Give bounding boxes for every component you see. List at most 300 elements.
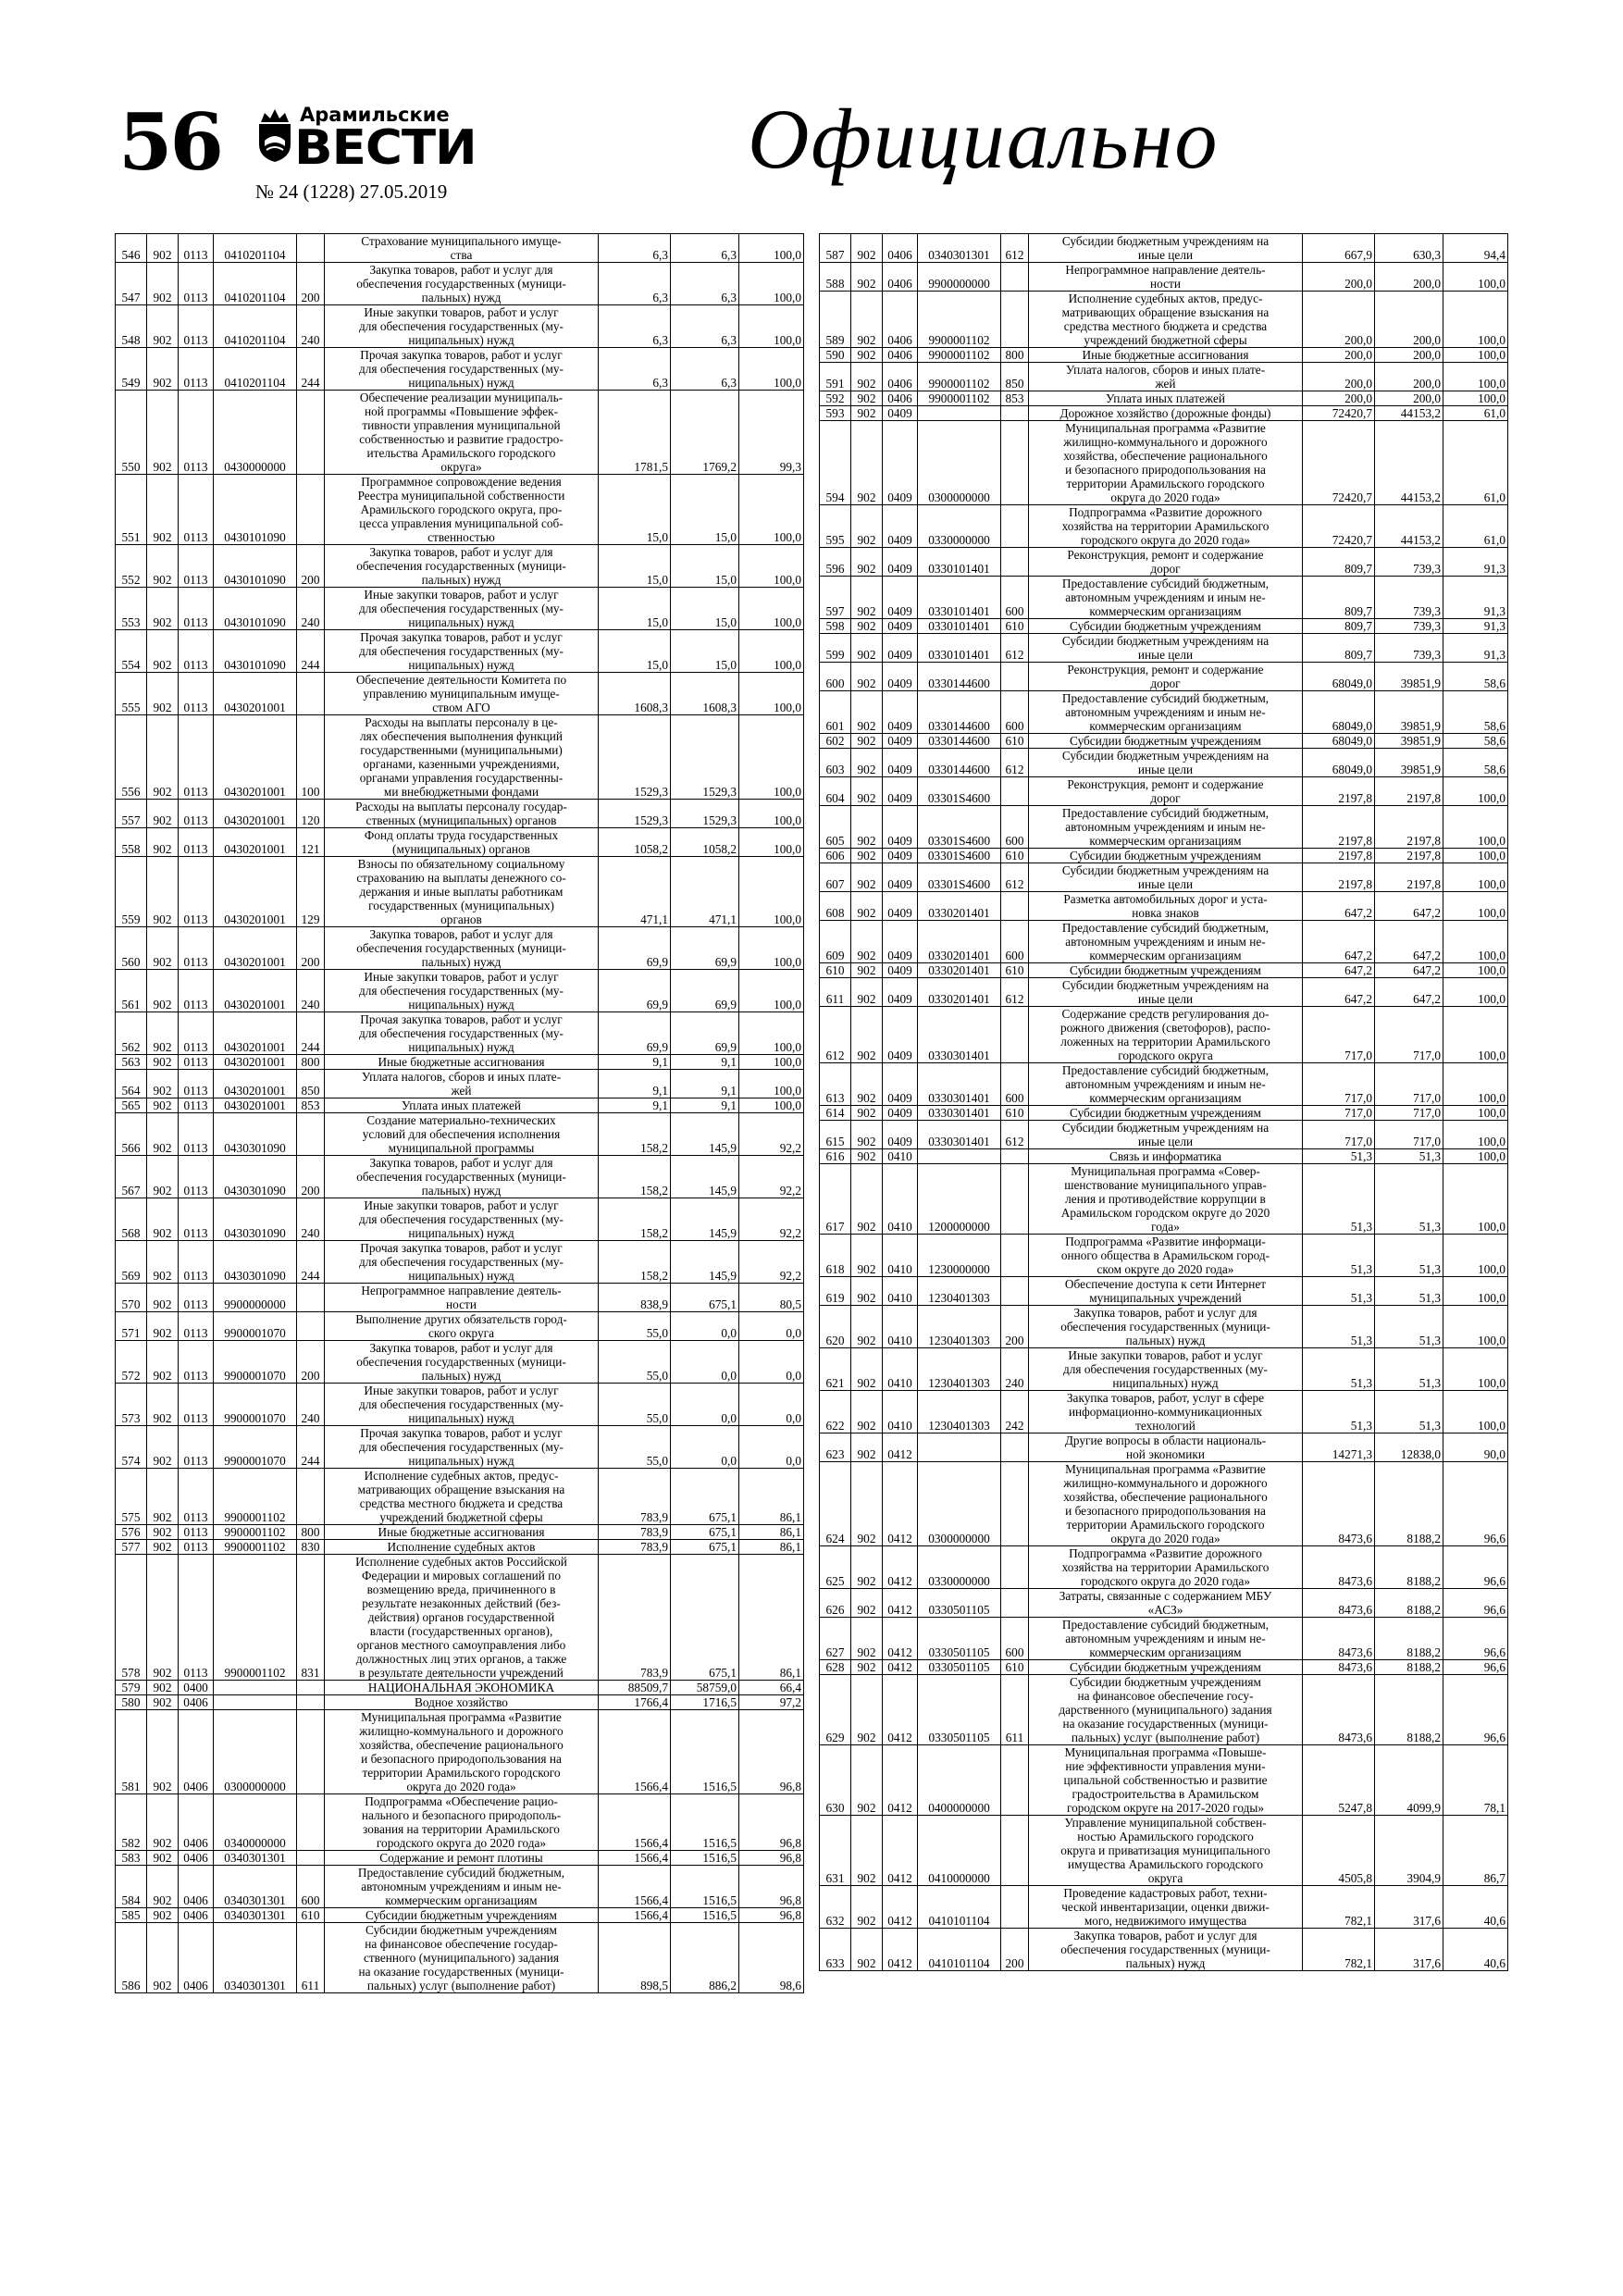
section-code-cell: 0409 bbox=[883, 421, 918, 505]
description-cell: Обеспечение деятельности Комитета по управлению муниципальным имуще- ством АГО bbox=[325, 673, 599, 715]
planned-amount-cell: 783,9 bbox=[599, 1540, 671, 1555]
row-number-cell: 591 bbox=[820, 363, 851, 391]
expense-type-cell bbox=[1001, 777, 1029, 806]
planned-amount-cell: 158,2 bbox=[599, 1156, 671, 1198]
planned-amount-cell: 1566,4 bbox=[599, 1710, 671, 1794]
row-number-cell: 613 bbox=[820, 1063, 851, 1106]
ministry-code-cell: 902 bbox=[851, 1149, 883, 1164]
target-article-cell: 9900001070 bbox=[214, 1426, 297, 1469]
percent-cell: 100,0 bbox=[739, 970, 804, 1012]
percent-cell: 78,1 bbox=[1443, 1745, 1508, 1816]
planned-amount-cell: 6,3 bbox=[599, 263, 671, 305]
ministry-code-cell: 902 bbox=[147, 1540, 179, 1555]
target-article-cell: 03301S4600 bbox=[918, 806, 1001, 849]
expense-type-cell: 121 bbox=[297, 828, 325, 857]
right-column bbox=[819, 233, 1508, 1971]
table-row bbox=[116, 1070, 804, 1098]
target-article-cell: 0330301401 bbox=[918, 1106, 1001, 1121]
percent-cell: 94,4 bbox=[1443, 234, 1508, 263]
row-number-cell: 562 bbox=[116, 1012, 147, 1055]
planned-amount-cell: 9,1 bbox=[599, 1098, 671, 1113]
planned-amount-cell: 68049,0 bbox=[1303, 663, 1375, 691]
row-number-cell: 594 bbox=[820, 421, 851, 505]
planned-amount-cell: 1608,3 bbox=[599, 673, 671, 715]
row-number-cell: 559 bbox=[116, 857, 147, 927]
expense-type-cell bbox=[297, 1710, 325, 1794]
expense-type-cell: 600 bbox=[1001, 1618, 1029, 1660]
ministry-code-cell: 902 bbox=[147, 1555, 179, 1681]
percent-cell: 66,4 bbox=[739, 1681, 804, 1695]
row-number-cell: 605 bbox=[820, 806, 851, 849]
planned-amount-cell: 717,0 bbox=[1303, 1121, 1375, 1149]
ministry-code-cell: 902 bbox=[147, 1469, 179, 1525]
issue-info: № 24 (1228) 27.05.2019 bbox=[255, 180, 448, 203]
table-row bbox=[820, 234, 1508, 263]
percent-cell: 96,6 bbox=[1443, 1546, 1508, 1589]
percent-cell: 40,6 bbox=[1443, 1886, 1508, 1929]
planned-amount-cell: 51,3 bbox=[1303, 1348, 1375, 1391]
target-article-cell: 9900001070 bbox=[214, 1341, 297, 1384]
description-cell: Закупка товаров, работ и услуг для обеспечения государственных (муници- пальных) нужд bbox=[1029, 1929, 1303, 1971]
ministry-code-cell: 902 bbox=[851, 1121, 883, 1149]
row-number-cell: 580 bbox=[116, 1695, 147, 1710]
table-row bbox=[116, 1384, 804, 1426]
actual-amount-cell: 200,0 bbox=[1375, 292, 1443, 348]
section-code-cell: 0113 bbox=[179, 588, 214, 630]
actual-amount-cell: 15,0 bbox=[671, 630, 739, 673]
row-number-cell: 567 bbox=[116, 1156, 147, 1198]
description-cell: Подпрограмма «Развитие информаци- онного общества в Арамильском город- ском округе до 2020 года» bbox=[1029, 1235, 1303, 1277]
percent-cell: 0,0 bbox=[739, 1384, 804, 1426]
ministry-code-cell: 902 bbox=[851, 1433, 883, 1462]
description-cell: Субсидии бюджетным учреждениям на иные цели bbox=[1029, 634, 1303, 663]
target-article-cell: 0410201104 bbox=[214, 348, 297, 391]
target-article-cell: 0430201001 bbox=[214, 715, 297, 800]
actual-amount-cell: 717,0 bbox=[1375, 1106, 1443, 1121]
expense-type-cell bbox=[297, 1794, 325, 1851]
actual-amount-cell: 51,3 bbox=[1375, 1235, 1443, 1277]
description-cell: Иные закупки товаров, работ и услуг для обеспечения государственных (му- ниципальных) нужд bbox=[325, 1384, 599, 1426]
actual-amount-cell: 39851,9 bbox=[1375, 691, 1443, 734]
section-code-cell: 0409 bbox=[883, 1007, 918, 1063]
description-cell: Муниципальная программа «Повыше- ние эффективности управления муни- ципальной собственностью и развитие градостроительства в Арамильском городском округе на 2017-2020 годы» bbox=[1029, 1745, 1303, 1816]
description-cell: Субсидии бюджетным учреждениям bbox=[325, 1908, 599, 1923]
section-code-cell: 0406 bbox=[883, 292, 918, 348]
percent-cell: 100,0 bbox=[739, 234, 804, 263]
target-article-cell: 9900000000 bbox=[214, 1284, 297, 1312]
ministry-code-cell: 902 bbox=[851, 1462, 883, 1546]
row-number-cell: 628 bbox=[820, 1660, 851, 1675]
section-code-cell: 0409 bbox=[883, 634, 918, 663]
description-cell: Субсидии бюджетным учреждениям на финансовое обеспечение государ- ственного (муниципального) задания на оказание государственных (муници- пальных) услуг (выполнение работ) bbox=[325, 1923, 599, 1993]
planned-amount-cell: 15,0 bbox=[599, 630, 671, 673]
actual-amount-cell: 69,9 bbox=[671, 1012, 739, 1055]
row-number-cell: 633 bbox=[820, 1929, 851, 1971]
ministry-code-cell: 902 bbox=[851, 1886, 883, 1929]
description-cell: Иные закупки товаров, работ и услуг для обеспечения государственных (му- ниципальных) нужд bbox=[325, 305, 599, 348]
actual-amount-cell: 1608,3 bbox=[671, 673, 739, 715]
table-row bbox=[820, 777, 1508, 806]
ministry-code-cell: 902 bbox=[147, 800, 179, 828]
percent-cell: 100,0 bbox=[1443, 806, 1508, 849]
actual-amount-cell: 630,3 bbox=[1375, 234, 1443, 263]
section-code-cell: 0113 bbox=[179, 545, 214, 588]
target-article-cell: 0430201001 bbox=[214, 927, 297, 970]
table-row bbox=[820, 734, 1508, 749]
expense-type-cell bbox=[297, 391, 325, 475]
planned-amount-cell: 6,3 bbox=[599, 348, 671, 391]
row-number-cell: 586 bbox=[116, 1923, 147, 1993]
table-row bbox=[116, 673, 804, 715]
expense-type-cell bbox=[297, 1851, 325, 1866]
table-row bbox=[820, 421, 1508, 505]
section-code-cell: 0409 bbox=[883, 734, 918, 749]
ministry-code-cell: 902 bbox=[147, 305, 179, 348]
ministry-code-cell: 902 bbox=[147, 545, 179, 588]
ministry-code-cell: 902 bbox=[147, 348, 179, 391]
target-article-cell: 0330144600 bbox=[918, 734, 1001, 749]
table-row bbox=[116, 263, 804, 305]
row-number-cell: 598 bbox=[820, 619, 851, 634]
actual-amount-cell: 675,1 bbox=[671, 1555, 739, 1681]
row-number-cell: 595 bbox=[820, 505, 851, 548]
ministry-code-cell: 902 bbox=[147, 391, 179, 475]
table-row bbox=[820, 1675, 1508, 1745]
planned-amount-cell: 15,0 bbox=[599, 545, 671, 588]
section-code-cell: 0406 bbox=[883, 263, 918, 292]
section-code-cell: 0113 bbox=[179, 673, 214, 715]
planned-amount-cell: 471,1 bbox=[599, 857, 671, 927]
target-article-cell: 0330201401 bbox=[918, 892, 1001, 921]
expense-type-cell: 610 bbox=[1001, 619, 1029, 634]
actual-amount-cell: 145,9 bbox=[671, 1241, 739, 1284]
section-code-cell: 0410 bbox=[883, 1164, 918, 1235]
actual-amount-cell: 647,2 bbox=[1375, 963, 1443, 978]
description-cell: Исполнение судебных актов, предус- матривающих обращение взыскания на средства местного бюджета и средства учреждений бюджетной сферы bbox=[1029, 292, 1303, 348]
expense-type-cell bbox=[297, 1113, 325, 1156]
ministry-code-cell: 902 bbox=[147, 1851, 179, 1866]
actual-amount-cell: 675,1 bbox=[671, 1525, 739, 1540]
ministry-code-cell: 902 bbox=[147, 1794, 179, 1851]
row-number-cell: 612 bbox=[820, 1007, 851, 1063]
percent-cell: 0,0 bbox=[739, 1312, 804, 1341]
section-code-cell: 0412 bbox=[883, 1433, 918, 1462]
actual-amount-cell: 1769,2 bbox=[671, 391, 739, 475]
planned-amount-cell: 51,3 bbox=[1303, 1306, 1375, 1348]
expense-type-cell: 610 bbox=[1001, 1106, 1029, 1121]
planned-amount-cell: 2197,8 bbox=[1303, 806, 1375, 849]
section-code-cell: 0412 bbox=[883, 1886, 918, 1929]
section-code-cell: 0113 bbox=[179, 1469, 214, 1525]
percent-cell: 96,8 bbox=[739, 1866, 804, 1908]
actual-amount-cell: 1058,2 bbox=[671, 828, 739, 857]
section-code-cell: 0406 bbox=[179, 1866, 214, 1908]
table-row bbox=[116, 348, 804, 391]
table-row bbox=[116, 1540, 804, 1555]
table-row bbox=[820, 619, 1508, 634]
target-article-cell: 0340301301 bbox=[214, 1851, 297, 1866]
expense-type-cell bbox=[297, 1695, 325, 1710]
actual-amount-cell: 2197,8 bbox=[1375, 777, 1443, 806]
row-number-cell: 564 bbox=[116, 1070, 147, 1098]
table-row bbox=[820, 634, 1508, 663]
planned-amount-cell: 717,0 bbox=[1303, 1063, 1375, 1106]
section-code-cell: 0113 bbox=[179, 305, 214, 348]
ministry-code-cell: 902 bbox=[147, 715, 179, 800]
expense-type-cell: 200 bbox=[297, 1341, 325, 1384]
planned-amount-cell: 8473,6 bbox=[1303, 1546, 1375, 1589]
ministry-code-cell: 902 bbox=[147, 1426, 179, 1469]
description-cell: Уплата иных платежей bbox=[325, 1098, 599, 1113]
description-cell: Субсидии бюджетным учреждениям на иные цели bbox=[1029, 1121, 1303, 1149]
table-row bbox=[116, 630, 804, 673]
percent-cell: 80,5 bbox=[739, 1284, 804, 1312]
planned-amount-cell: 68049,0 bbox=[1303, 691, 1375, 734]
ministry-code-cell: 902 bbox=[851, 1546, 883, 1589]
row-number-cell: 618 bbox=[820, 1235, 851, 1277]
percent-cell: 61,0 bbox=[1443, 505, 1508, 548]
planned-amount-cell: 667,9 bbox=[1303, 234, 1375, 263]
percent-cell: 100,0 bbox=[1443, 1106, 1508, 1121]
planned-amount-cell: 55,0 bbox=[599, 1312, 671, 1341]
ministry-code-cell: 902 bbox=[147, 1012, 179, 1055]
section-code-cell: 0113 bbox=[179, 1113, 214, 1156]
ministry-code-cell: 902 bbox=[147, 1098, 179, 1113]
row-number-cell: 573 bbox=[116, 1384, 147, 1426]
row-number-cell: 590 bbox=[820, 348, 851, 363]
row-number-cell: 629 bbox=[820, 1675, 851, 1745]
target-article-cell: 0400000000 bbox=[918, 1745, 1001, 1816]
planned-amount-cell: 8473,6 bbox=[1303, 1675, 1375, 1745]
actual-amount-cell: 0,0 bbox=[671, 1341, 739, 1384]
target-article-cell: 0330144600 bbox=[918, 749, 1001, 777]
section-code-cell: 0410 bbox=[883, 1306, 918, 1348]
target-article-cell: 0330101401 bbox=[918, 548, 1001, 577]
description-cell: Закупка товаров, работ и услуг для обеспечения государственных (муници- пальных) нужд bbox=[325, 545, 599, 588]
percent-cell: 92,2 bbox=[739, 1241, 804, 1284]
actual-amount-cell: 145,9 bbox=[671, 1113, 739, 1156]
row-number-cell: 563 bbox=[116, 1055, 147, 1070]
table-row bbox=[820, 292, 1508, 348]
expense-type-cell: 853 bbox=[297, 1098, 325, 1113]
actual-amount-cell: 51,3 bbox=[1375, 1164, 1443, 1235]
table-row bbox=[116, 1156, 804, 1198]
actual-amount-cell: 15,0 bbox=[671, 475, 739, 545]
actual-amount-cell: 58759,0 bbox=[671, 1681, 739, 1695]
planned-amount-cell: 72420,7 bbox=[1303, 406, 1375, 421]
planned-amount-cell: 15,0 bbox=[599, 588, 671, 630]
section-code-cell: 0113 bbox=[179, 1198, 214, 1241]
target-article-cell: 0430201001 bbox=[214, 1012, 297, 1055]
row-number-cell: 609 bbox=[820, 921, 851, 963]
target-article-cell: 1230401303 bbox=[918, 1348, 1001, 1391]
section-code-cell: 0410 bbox=[883, 1235, 918, 1277]
row-number-cell: 550 bbox=[116, 391, 147, 475]
description-cell: Прочая закупка товаров, работ и услуг для обеспечения государственных (му- ниципальных) нужд bbox=[325, 1426, 599, 1469]
row-number-cell: 604 bbox=[820, 777, 851, 806]
description-cell: Подпрограмма «Развитие дорожного хозяйства на территории Арамильского городского округа до 2020 года» bbox=[1029, 1546, 1303, 1589]
target-article-cell: 0430101090 bbox=[214, 630, 297, 673]
expense-type-cell bbox=[1001, 548, 1029, 577]
target-article-cell: 0430201001 bbox=[214, 857, 297, 927]
percent-cell: 96,6 bbox=[1443, 1462, 1508, 1546]
expense-type-cell: 611 bbox=[1001, 1675, 1029, 1745]
target-article-cell: 0430101090 bbox=[214, 475, 297, 545]
target-article-cell: 1230401303 bbox=[918, 1391, 1001, 1433]
ministry-code-cell: 902 bbox=[851, 421, 883, 505]
ministry-code-cell: 902 bbox=[147, 263, 179, 305]
ministry-code-cell: 902 bbox=[851, 391, 883, 406]
expense-type-cell: 244 bbox=[297, 1426, 325, 1469]
section-code-cell: 0409 bbox=[883, 548, 918, 577]
expense-type-cell bbox=[1001, 1235, 1029, 1277]
planned-amount-cell: 1058,2 bbox=[599, 828, 671, 857]
percent-cell: 86,1 bbox=[739, 1540, 804, 1555]
table-row bbox=[820, 1433, 1508, 1462]
planned-amount-cell: 717,0 bbox=[1303, 1106, 1375, 1121]
target-article-cell: 0410201104 bbox=[214, 305, 297, 348]
ministry-code-cell: 902 bbox=[851, 263, 883, 292]
planned-amount-cell: 783,9 bbox=[599, 1469, 671, 1525]
description-cell: Муниципальная программа «Совер- шенствование муниципального управ- ления и противодействие коррупции в Арамильском городском округе до 2020 года» bbox=[1029, 1164, 1303, 1235]
expense-type-cell bbox=[1001, 1546, 1029, 1589]
actual-amount-cell: 1529,3 bbox=[671, 800, 739, 828]
table-row bbox=[116, 1908, 804, 1923]
target-article-cell: 0330501105 bbox=[918, 1675, 1001, 1745]
actual-amount-cell: 9,1 bbox=[671, 1070, 739, 1098]
expense-type-cell bbox=[297, 234, 325, 263]
expense-type-cell: 612 bbox=[1001, 749, 1029, 777]
percent-cell: 100,0 bbox=[1443, 1235, 1508, 1277]
planned-amount-cell: 8473,6 bbox=[1303, 1660, 1375, 1675]
target-article-cell: 0430201001 bbox=[214, 1070, 297, 1098]
planned-amount-cell: 158,2 bbox=[599, 1198, 671, 1241]
planned-amount-cell: 68049,0 bbox=[1303, 749, 1375, 777]
table-row bbox=[116, 391, 804, 475]
actual-amount-cell: 51,3 bbox=[1375, 1306, 1443, 1348]
percent-cell: 100,0 bbox=[1443, 963, 1508, 978]
percent-cell: 100,0 bbox=[1443, 777, 1508, 806]
section-code-cell: 0406 bbox=[883, 391, 918, 406]
actual-amount-cell: 51,3 bbox=[1375, 1277, 1443, 1306]
target-article-cell: 0330201401 bbox=[918, 978, 1001, 1007]
ministry-code-cell: 902 bbox=[851, 548, 883, 577]
target-article-cell: 0430101090 bbox=[214, 588, 297, 630]
percent-cell: 100,0 bbox=[1443, 1063, 1508, 1106]
actual-amount-cell: 200,0 bbox=[1375, 363, 1443, 391]
table-row bbox=[116, 1312, 804, 1341]
ministry-code-cell: 902 bbox=[851, 1348, 883, 1391]
expense-type-cell bbox=[1001, 1745, 1029, 1816]
percent-cell: 100,0 bbox=[1443, 849, 1508, 863]
row-number-cell: 572 bbox=[116, 1341, 147, 1384]
expense-type-cell bbox=[297, 475, 325, 545]
percent-cell: 91,3 bbox=[1443, 548, 1508, 577]
table-row bbox=[116, 475, 804, 545]
target-article-cell: 03301S4600 bbox=[918, 777, 1001, 806]
section-code-cell: 0113 bbox=[179, 391, 214, 475]
description-cell: Муниципальная программа «Развитие жилищно-коммунального и дорожного хозяйства, обеспечение рационального и безопасного природопользования на территории Арамильского городского округа до 2020 года» bbox=[325, 1710, 599, 1794]
section-code-cell: 0409 bbox=[883, 963, 918, 978]
planned-amount-cell: 1566,4 bbox=[599, 1794, 671, 1851]
target-article-cell: 9900001102 bbox=[214, 1540, 297, 1555]
target-article-cell: 1200000000 bbox=[918, 1164, 1001, 1235]
percent-cell: 90,0 bbox=[1443, 1433, 1508, 1462]
description-cell: Уплата налогов, сборов и иных плате- жей bbox=[1029, 363, 1303, 391]
section-code-cell: 0406 bbox=[179, 1851, 214, 1866]
section-code-cell: 0409 bbox=[883, 691, 918, 734]
target-article-cell: 9900001102 bbox=[214, 1555, 297, 1681]
planned-amount-cell: 200,0 bbox=[1303, 391, 1375, 406]
target-article-cell: 0340301301 bbox=[214, 1908, 297, 1923]
section-code-cell: 0412 bbox=[883, 1816, 918, 1886]
description-cell: Непрограммное направление деятель- ности bbox=[1029, 263, 1303, 292]
section-code-cell: 0412 bbox=[883, 1675, 918, 1745]
section-code-cell: 0113 bbox=[179, 348, 214, 391]
planned-amount-cell: 1566,4 bbox=[599, 1908, 671, 1923]
actual-amount-cell: 8188,2 bbox=[1375, 1660, 1443, 1675]
row-number-cell: 551 bbox=[116, 475, 147, 545]
ministry-code-cell: 902 bbox=[147, 1156, 179, 1198]
description-cell: Подпрограмма «Обеспечение рацио- нального и безопасного природополь- зования на территории Арамильского городского округа до 2020 года» bbox=[325, 1794, 599, 1851]
section-code-cell: 0412 bbox=[883, 1462, 918, 1546]
row-number-cell: 607 bbox=[820, 863, 851, 892]
row-number-cell: 601 bbox=[820, 691, 851, 734]
description-cell: Иные закупки товаров, работ и услуг для обеспечения государственных (му- ниципальных) нужд bbox=[1029, 1348, 1303, 1391]
planned-amount-cell: 158,2 bbox=[599, 1113, 671, 1156]
row-number-cell: 575 bbox=[116, 1469, 147, 1525]
percent-cell: 100,0 bbox=[1443, 391, 1508, 406]
percent-cell: 100,0 bbox=[1443, 1149, 1508, 1164]
budget-table-left bbox=[115, 233, 804, 1993]
description-cell: Создание материально-технических условий для обеспечения исполнения муниципальной программы bbox=[325, 1113, 599, 1156]
actual-amount-cell: 8188,2 bbox=[1375, 1546, 1443, 1589]
table-row bbox=[116, 1055, 804, 1070]
row-number-cell: 583 bbox=[116, 1851, 147, 1866]
percent-cell: 96,8 bbox=[739, 1851, 804, 1866]
target-article-cell bbox=[918, 1149, 1001, 1164]
actual-amount-cell: 675,1 bbox=[671, 1284, 739, 1312]
description-cell: Предоставление субсидий бюджетным, автономным учреждениям и иным не- коммерческим организациям bbox=[1029, 806, 1303, 849]
target-article-cell: 03301S4600 bbox=[918, 863, 1001, 892]
row-number-cell: 621 bbox=[820, 1348, 851, 1391]
section-code-cell: 0113 bbox=[179, 1098, 214, 1113]
section-code-cell: 0409 bbox=[883, 749, 918, 777]
planned-amount-cell: 2197,8 bbox=[1303, 863, 1375, 892]
table-row bbox=[820, 1277, 1508, 1306]
target-article-cell: 0330301401 bbox=[918, 1007, 1001, 1063]
table-row bbox=[820, 1348, 1508, 1391]
row-number-cell: 553 bbox=[116, 588, 147, 630]
section-code-cell: 0113 bbox=[179, 1284, 214, 1312]
planned-amount-cell: 1566,4 bbox=[599, 1851, 671, 1866]
ministry-code-cell: 902 bbox=[851, 963, 883, 978]
planned-amount-cell: 158,2 bbox=[599, 1241, 671, 1284]
ministry-code-cell: 902 bbox=[147, 1070, 179, 1098]
actual-amount-cell: 0,0 bbox=[671, 1426, 739, 1469]
target-article-cell: 0330201401 bbox=[918, 921, 1001, 963]
ministry-code-cell: 902 bbox=[147, 970, 179, 1012]
table-row bbox=[820, 348, 1508, 363]
row-number-cell: 552 bbox=[116, 545, 147, 588]
table-row bbox=[116, 1113, 804, 1156]
table-row bbox=[116, 857, 804, 927]
target-article-cell bbox=[214, 1695, 297, 1710]
row-number-cell: 582 bbox=[116, 1794, 147, 1851]
actual-amount-cell: 200,0 bbox=[1375, 391, 1443, 406]
percent-cell: 100,0 bbox=[739, 630, 804, 673]
expense-type-cell: 240 bbox=[297, 588, 325, 630]
